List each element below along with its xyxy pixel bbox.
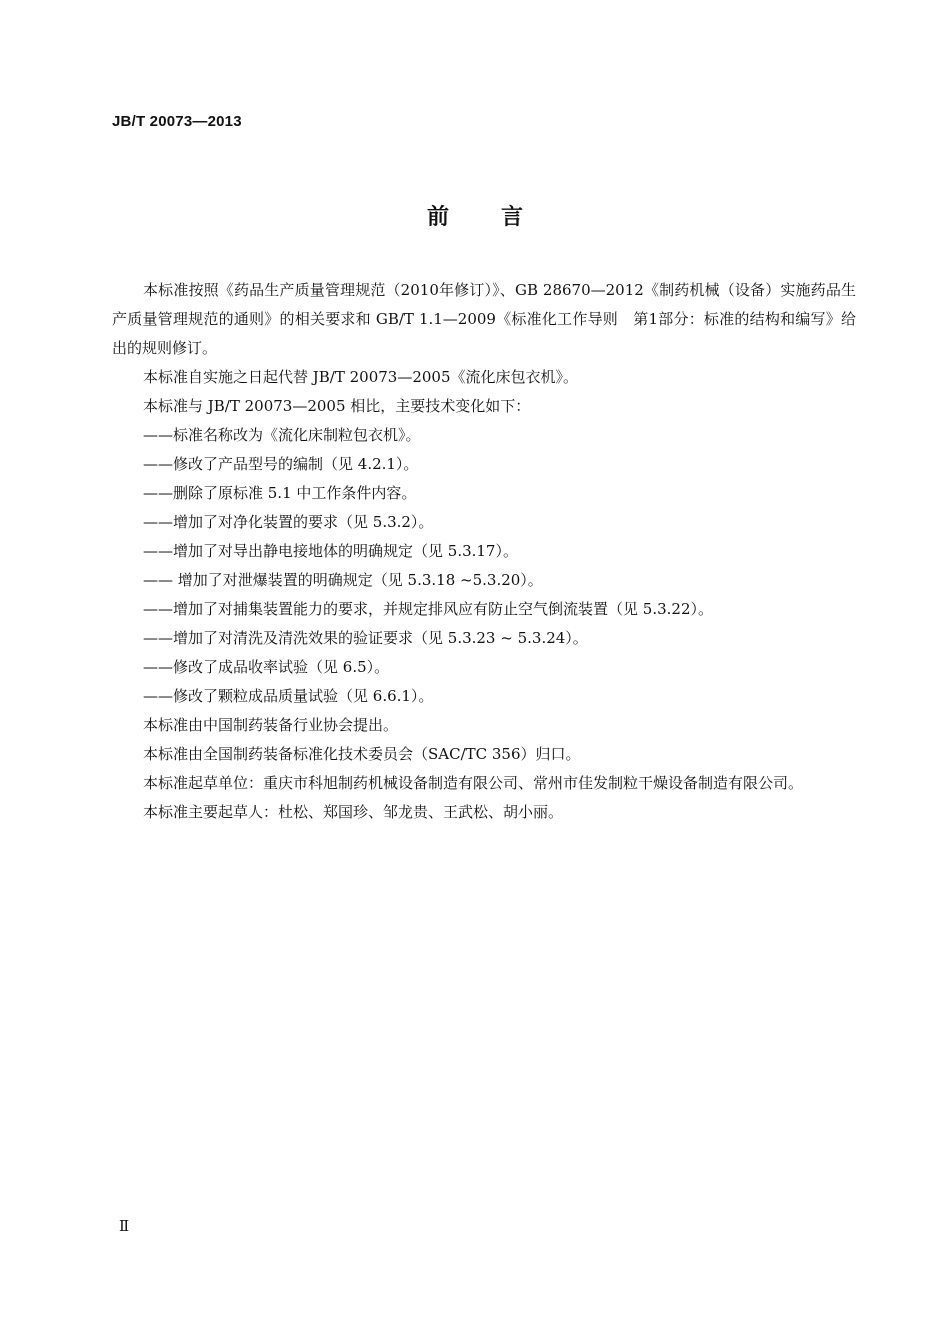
paragraph-replacement: 本标准自实施之日起代替 JB/T 20073—2005《流化床包衣机》。 xyxy=(143,368,579,386)
page-number: Ⅱ xyxy=(119,1219,130,1235)
paragraph-changes-intro: 本标准与 JB/T 20073—2005 相比，主要技术变化如下： xyxy=(143,397,531,415)
paragraph-drafters: 本标准主要起草人：杜松、郑国珍、邹龙贵、王武松、胡小丽。 xyxy=(143,803,564,821)
paragraph-proposer: 本标准由中国制药装备行业协会提出。 xyxy=(143,716,399,734)
change-item: ——增加了对清洗及清洗效果的验证要求（见 5.3.23 ~ 5.3.24）。 xyxy=(143,629,588,647)
change-item: ——删除了原标准 5.1 中工作条件内容。 xyxy=(143,484,417,502)
document-code: JB/T 20073—2013 xyxy=(112,113,242,130)
paragraph-drafting-units: 本标准起草单位：重庆市科旭制药机械设备制造有限公司、常州市佳发制粒干燥设备制造有限公司。 xyxy=(143,774,804,792)
paragraph-centralized-by: 本标准由全国制药装备标准化技术委员会（SAC/TC 356）归口。 xyxy=(143,745,581,763)
change-item: ——标准名称改为《流化床制粒包衣机》。 xyxy=(143,426,421,444)
change-item: ——增加了对净化装置的要求（见 5.3.2）。 xyxy=(143,513,434,531)
change-item: ——修改了颗粒成品质量试验（见 6.6.1）。 xyxy=(143,687,434,705)
change-item: ——修改了产品型号的编制（见 4.2.1）。 xyxy=(143,455,419,473)
page-title-char-2: 言 xyxy=(501,205,524,230)
change-item: ——增加了对捕集装置能力的要求，并规定排风应有防止空气倒流装置（见 5.3.22）。 xyxy=(143,600,713,618)
paragraph-basis: 本标准按照《药品生产质量管理规范（2010年修订）》、GB 28670—2012《制药机械（设备）实施药品生产质量管理规范的通则》的相关要求和 GB/T 1.1—2009《标准化工作导则 第1部分：标准的结构和编写》给出的规则修订。 xyxy=(112,281,856,357)
change-item: —— 增加了对泄爆装置的明确规定（见 5.3.18 ~5.3.20）。 xyxy=(143,571,543,589)
page-title xyxy=(0,200,950,231)
page-title-char-1: 前 xyxy=(426,205,449,230)
change-item: ——增加了对导出静电接地体的明确规定（见 5.3.17）。 xyxy=(143,542,518,560)
foreword-body xyxy=(112,276,856,827)
change-item: ——修改了成品收率试验（见 6.5）。 xyxy=(143,658,390,676)
